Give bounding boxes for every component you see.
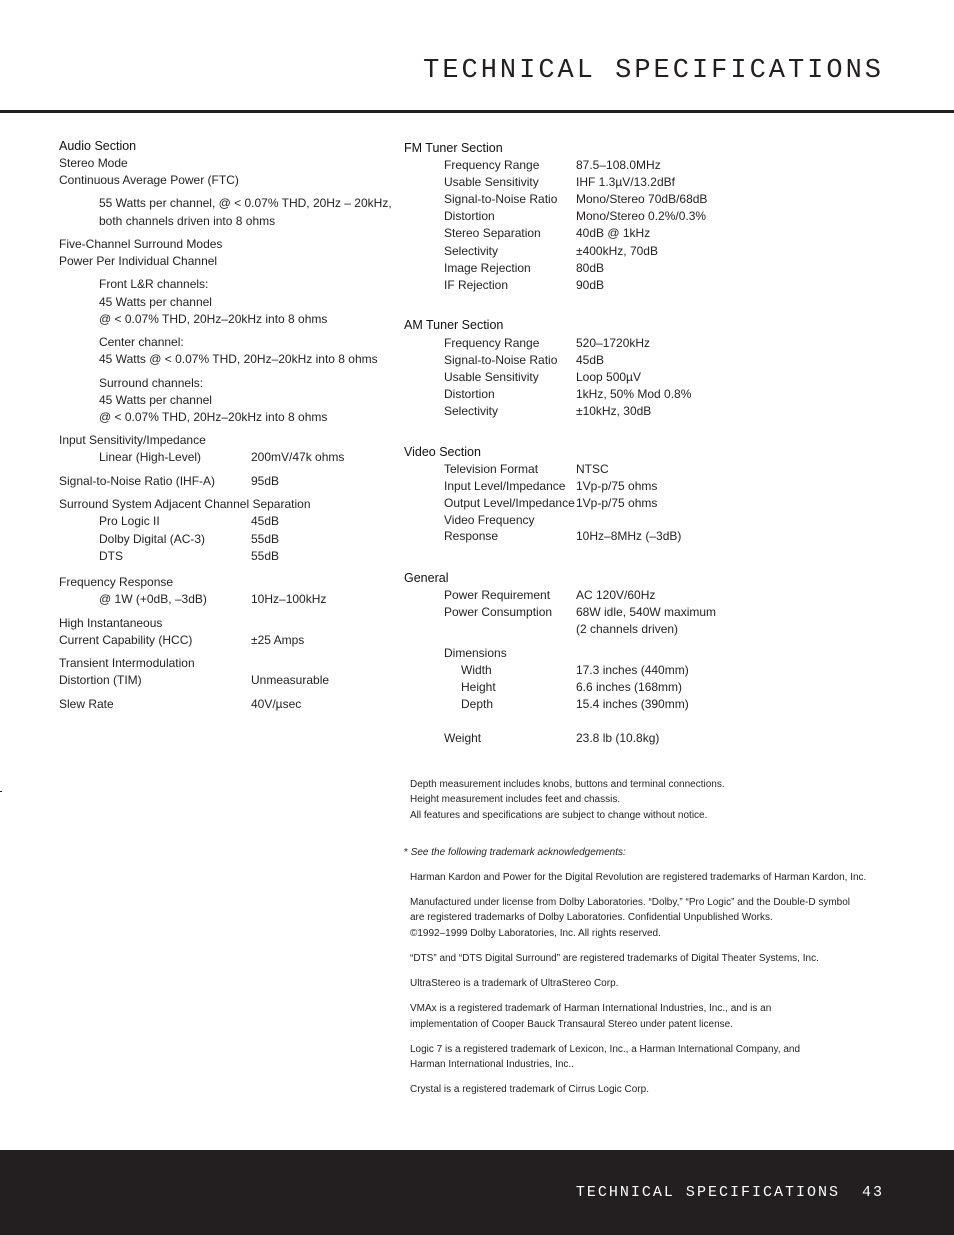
note-change: All features and specifications are subject to change without notice. — [410, 810, 708, 821]
fm-row-value: 90dB — [576, 278, 605, 292]
fm-row-value: 40dB @ 1kHz — [576, 226, 651, 240]
am-row-label: Usable Sensitivity — [444, 370, 539, 384]
footer-text — [576, 1184, 884, 1201]
trademark-intro-text: See the following trademark acknowledgements: — [410, 847, 626, 858]
page-footer — [0, 1150, 954, 1235]
fm-row-label: Frequency Range — [444, 158, 540, 172]
trademark-dolby-2: are registered trademarks of Dolby Laboratories. Confidential Unpublished Works. — [410, 912, 773, 923]
fm-row-value: Mono/Stereo 70dB/68dB — [576, 192, 708, 206]
front-channels-label: Front L&R channels: — [99, 277, 209, 291]
five-channel-label: Five-Channel Surround Modes — [59, 237, 223, 251]
fm-row-label: Signal-to-Noise Ratio — [444, 192, 558, 206]
fm-row-label: Stereo Separation — [444, 226, 541, 240]
power-per-channel-label: Power Per Individual Channel — [59, 254, 218, 268]
fm-row-value: 87.5–108.0MHz — [576, 158, 661, 172]
audio-heading: Audio Section — [59, 139, 137, 153]
note-height: Height measurement includes feet and chassis. — [410, 794, 621, 805]
pro-logic-value: 45dB — [251, 514, 280, 528]
height-label: Height — [461, 680, 496, 694]
page-title: TECHNICAL SPECIFICATIONS — [423, 56, 884, 86]
tv-format-label: Television Format — [444, 462, 539, 476]
linear-value: 200mV/47k ohms — [251, 450, 345, 464]
trademark-harman: Harman Kardon and Power for the Digital Revolution are registered trademarks of Harman Kardon, Inc. — [410, 872, 867, 883]
tv-format-value: NTSC — [576, 462, 609, 476]
fm-row-label: Selectivity — [444, 244, 499, 258]
trademark-dolby-1: Manufactured under license from Dolby Laboratories. “Dolby,” “Pro Logic” and the Double-D symbol — [410, 897, 851, 908]
am-row-label: Selectivity — [444, 404, 499, 418]
trademark-dolby-3: ©1992–1999 Dolby Laboratories, Inc. All rights reserved. — [410, 928, 661, 939]
depth-value: 15.4 inches (390mm) — [576, 697, 689, 711]
height-value: 6.6 inches (168mm) — [576, 680, 683, 694]
cap-line-2: both channels driven into 8 ohms — [99, 214, 276, 228]
footer-section-title: TECHNICAL SPECIFICATIONS — [575, 1184, 840, 1201]
dts-label: DTS — [99, 549, 123, 563]
hcc-label: Current Capability (HCC) — [59, 633, 193, 647]
margin-mark — [0, 791, 2, 792]
trademark-logic7-1: Logic 7 is a registered trademark of Lexicon, Inc., a Harman International Company, and — [410, 1044, 801, 1055]
trademark-vmax-1: VMAx is a registered trademark of Harman International Industries, Inc., and is an — [410, 1003, 772, 1014]
output-level-value: 1Vp-p/75 ohms — [576, 496, 658, 510]
power-consumption-value-1: 68W idle, 540W maximum — [576, 605, 717, 619]
slew-rate-value: 40V/µsec — [251, 697, 302, 711]
weight-value: 23.8 lb (10.8kg) — [576, 731, 660, 745]
dimensions-label: Dimensions — [444, 646, 507, 660]
stereo-mode-label: Stereo Mode — [59, 156, 128, 170]
surround-channels-line-2: @ < 0.07% THD, 20Hz–20kHz into 8 ohms — [99, 410, 328, 424]
am-row-value: ±10kHz, 30dB — [576, 404, 652, 418]
width-value: 17.3 inches (440mm) — [576, 663, 689, 677]
video-response-value: 10Hz–8MHz (–3dB) — [576, 529, 682, 543]
fm-row-value: ±400kHz, 70dB — [576, 244, 658, 258]
dolby-digital-label: Dolby Digital (AC-3) — [99, 532, 206, 546]
trademark-dts: “DTS” and “DTS Digital Surround” are registered trademarks of Digital Theater Systems, Inc. — [410, 953, 819, 964]
snr-label: Signal-to-Noise Ratio (IHF-A) — [59, 474, 216, 488]
freq-response-value: 10Hz–100kHz — [251, 592, 327, 606]
surround-channels-label: Surround channels: — [99, 376, 204, 390]
snr-value: 95dB — [251, 474, 280, 488]
depth-label: Depth — [461, 697, 494, 711]
tim-label-1: Transient Intermodulation — [59, 656, 195, 670]
width-label: Width — [461, 663, 492, 677]
front-channels-line-2: @ < 0.07% THD, 20Hz–20kHz into 8 ohms — [99, 312, 328, 326]
fm-row-label: Image Rejection — [444, 261, 531, 275]
am-row-label: Distortion — [444, 387, 495, 401]
trademark-ultrastereo: UltraStereo is a trademark of UltraStereo Corp. — [410, 978, 619, 989]
am-heading: AM Tuner Section — [404, 318, 504, 332]
am-row-value: 1kHz, 50% Mod 0.8% — [576, 387, 692, 401]
weight-label: Weight — [444, 731, 482, 745]
general-heading: General — [404, 571, 449, 585]
freq-response-heading: Frequency Response — [59, 575, 174, 589]
tim-value: Unmeasurable — [251, 673, 330, 687]
trademark-crystal: Crystal is a registered trademark of Cirrus Logic Corp. — [410, 1084, 649, 1095]
pro-logic-label: Pro Logic II — [99, 514, 160, 528]
fm-row-label: Usable Sensitivity — [444, 175, 539, 189]
input-level-value: 1Vp-p/75 ohms — [576, 479, 658, 493]
header-rule — [0, 110, 954, 113]
input-level-label: Input Level/Impedance — [444, 479, 566, 493]
cap-ftc-label: Continuous Average Power (FTC) — [59, 173, 239, 187]
high-instantaneous-label: High Instantaneous — [59, 616, 163, 630]
trademark-logic7-2: Harman International Industries, Inc.. — [410, 1059, 574, 1070]
asterisk: * — [404, 847, 408, 858]
surround-channels-line-1: 45 Watts per channel — [99, 393, 212, 407]
dolby-digital-value: 55dB — [251, 532, 280, 546]
trademark-intro — [404, 847, 626, 859]
am-row-label: Signal-to-Noise Ratio — [444, 353, 558, 367]
input-sensitivity-label: Input Sensitivity/Impedance — [59, 433, 206, 447]
note-depth: Depth measurement includes knobs, buttons and terminal connections. — [410, 779, 725, 790]
linear-label: Linear (High-Level) — [99, 450, 202, 464]
video-heading: Video Section — [404, 445, 481, 459]
center-channel-label: Center channel: — [99, 335, 184, 349]
power-consumption-label: Power Consumption — [444, 605, 553, 619]
hcc-value: ±25 Amps — [251, 633, 305, 647]
fm-row-value: Mono/Stereo 0.2%/0.3% — [576, 209, 707, 223]
fm-heading: FM Tuner Section — [404, 141, 503, 155]
video-frequency-label: Video Frequency — [444, 513, 535, 527]
power-requirement-value: AC 120V/60Hz — [576, 588, 656, 602]
fm-row-label: IF Rejection — [444, 278, 509, 292]
am-row-label: Frequency Range — [444, 336, 540, 350]
power-requirement-label: Power Requirement — [444, 588, 551, 602]
freq-response-label: @ 1W (+0dB, –3dB) — [99, 592, 207, 606]
output-level-label: Output Level/Impedance — [444, 496, 575, 510]
slew-rate-label: Slew Rate — [59, 697, 114, 711]
power-consumption-value-2: (2 channels driven) — [576, 622, 679, 636]
cap-line-1: 55 Watts per channel, @ < 0.07% THD, 20Hz – 20kHz, — [99, 196, 392, 210]
trademark-vmax-2: implementation of Cooper Bauck Transaural Stereo under patent license. — [410, 1019, 733, 1030]
fm-row-value: IHF 1.3µV/13.2dBf — [576, 175, 675, 189]
fm-row-label: Distortion — [444, 209, 495, 223]
am-row-value: 520–1720kHz — [576, 336, 651, 350]
front-channels-line-1: 45 Watts per channel — [99, 295, 212, 309]
video-response-label: Response — [444, 529, 499, 543]
fm-row-value: 80dB — [576, 261, 605, 275]
tim-label-2: Distortion (TIM) — [59, 673, 142, 687]
dts-value: 55dB — [251, 549, 280, 563]
am-row-value: 45dB — [576, 353, 605, 367]
am-row-value: Loop 500µV — [576, 370, 641, 384]
separation-heading: Surround System Adjacent Channel Separation — [59, 497, 311, 511]
page-number: 43 — [861, 1184, 884, 1201]
center-channel-line-1: 45 Watts @ < 0.07% THD, 20Hz–20kHz into 8 ohms — [99, 352, 378, 366]
